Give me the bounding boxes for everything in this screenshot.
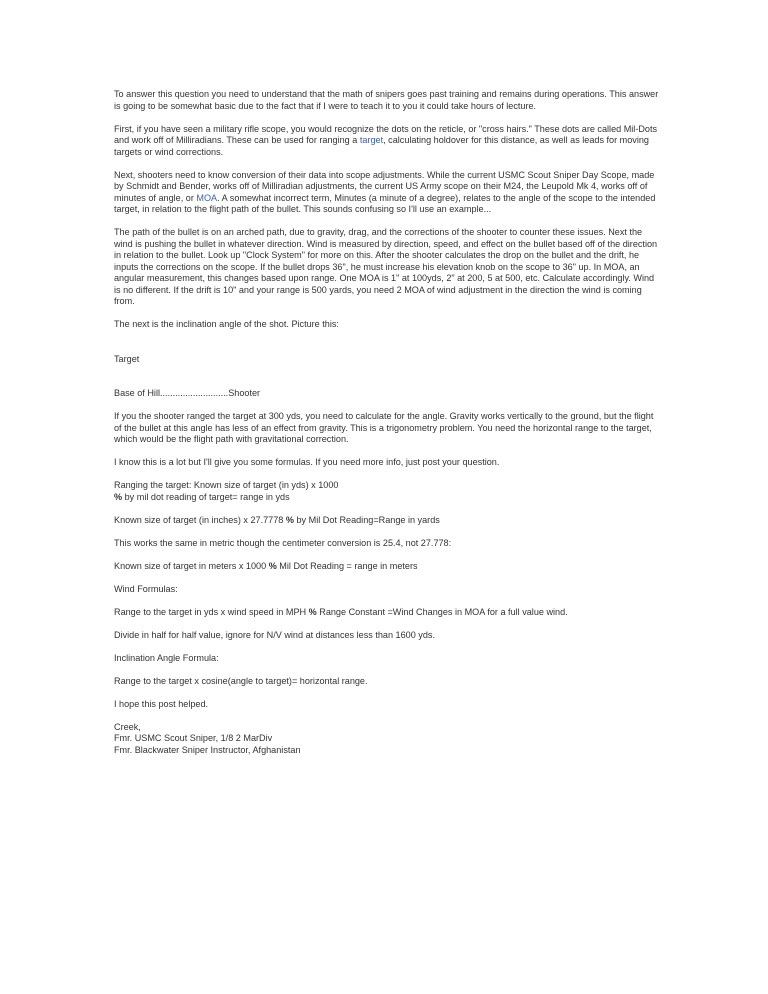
inches-formula — [114, 515, 660, 527]
ranging-formula — [114, 480, 660, 503]
signature-name: Creek, — [114, 721, 141, 732]
inches-formula-start: Known size of target (in inches) x 27.7778 — [114, 514, 286, 525]
ranging-formula-start: Ranging the target: Known size of target (in yds) x 1000 — [114, 480, 339, 490]
ranged-paragraph: If you the shooter ranged the target at 300 yds, you need to calculate for the angle. Gravity works vertically to the ground, but the flight of the bullet at this angle has less of an effect from gravity. This is a trigonometry problem. You need the horizontal range to the target, which would be the flight path with gravitational correction. — [114, 411, 654, 444]
wind-formula — [114, 607, 660, 619]
scope-text-start: First, if you have seen a military rifle scope, you would recognize the dots on the reticle, or "cross hairs." These dots are called Mil-Dots and work off of Milliradians. These can be used for ranging a — [114, 123, 658, 145]
answer-post — [114, 89, 660, 768]
formulas-intro: I know this is a lot but I'll give you some formulas. If you need more info, just post your question. — [114, 457, 500, 467]
signature-line-1: Fmr. USMC Scout Sniper, 1/8 2 MarDiv — [114, 733, 273, 743]
wind-formula-end: Range Constant =Wind Changes in MOA for a full value wind. — [316, 606, 568, 617]
diagram-base-line: Base of Hill...........................Shooter — [114, 388, 261, 398]
divide-operator: % — [285, 514, 294, 525]
conversion-text-end: . A somewhat incorrect term, Minutes (a minute of a degree), relates to the angle of the scope to the intended target, in relation to the flight path of the bullet. This sounds confusing so I'll use an example... — [114, 192, 656, 214]
divide-operator: % — [268, 560, 277, 571]
metric-note: This works the same in metric though the centimeter conversion is 25.4, not 27.778: — [114, 537, 452, 548]
signature-line-2: Fmr. Blackwater Sniper Instructor, Afghanistan — [114, 744, 301, 755]
inclination-intro: The next is the inclination angle of the shot. Picture this: — [114, 319, 339, 329]
scope-paragraph — [114, 124, 660, 159]
divide-operator: % — [308, 606, 317, 617]
inches-formula-end: by Mil Dot Reading=Range in yards — [293, 514, 440, 525]
closing-line: I hope this post helped. — [114, 698, 209, 709]
wind-formulas-heading: Wind Formulas: — [114, 583, 178, 594]
moa-link[interactable]: MOA — [196, 192, 218, 203]
signature — [114, 722, 660, 757]
meters-formula-start: Known size of target in meters x 1000 — [114, 560, 269, 571]
wind-formula-start: Range to the target in yds x wind speed in MPH — [114, 606, 309, 617]
inclination-formula: Range to the target x cosine(angle to target)= horizontal range. — [114, 675, 368, 686]
half-value-note: Divide in half for half value, ignore for N/V wind at distances less than 1600 yds. — [114, 629, 435, 640]
intro-paragraph: To answer this question you need to understand that the math of snipers goes past training and remains during operations. This answer is going to be somewhat basic due to the fact that if I were to teach it to you it could take hours of lecture. — [114, 89, 659, 111]
bullet-path-paragraph: The path of the bullet is on an arched path, due to gravity, drag, and the corrections of the shooter to counter these issues. Next the wind is pushing the bullet in whatever direction. Wind is measured by direction, speed, and effect on the bullet based off of the direction in relation to the bullet. Look up "Clock System" for more on this. After the shooter calculates the drop on the bullet and the drift, he inputs the corrections on the scope. If the bullet drops 36", he must increase his elevation knob on the scope to 36" up. In MOA, an angular measurement, this changes based upon range. One MOA is 1" at 100yds, 2" at 200, 5 at 500, etc. Calculate accordingly. Wind is no different. If the drift is 10" and your range is 500 yards, you need 2 MOA of wind adjustment in the direction the wind is coming from. — [114, 227, 658, 306]
meters-formula — [114, 561, 660, 573]
ranging-formula-end: by mil dot reading of target= range in yds — [122, 491, 290, 502]
conversion-text-start: Next, shooters need to know conversion of their data into scope adjustments. While the current USMC Scout Sniper Day Scope, made by Schmidt and Bender, works off of Milliradian adjustments, the current US Army scope on their M24, the Leupold Mk 4, works off of minutes of angle, or — [114, 169, 655, 203]
divide-operator: % — [114, 491, 123, 502]
diagram-target-label: Target — [114, 353, 140, 364]
meters-formula-end: Mil Dot Reading = range in meters — [276, 560, 418, 571]
scope-text-end: , calculating holdover for this distance, as well as leads for moving targets or wind corrections. — [114, 135, 649, 157]
inclination-heading: Inclination Angle Formula: — [114, 652, 219, 663]
conversion-paragraph — [114, 170, 660, 216]
target-link[interactable]: target — [359, 135, 384, 145]
